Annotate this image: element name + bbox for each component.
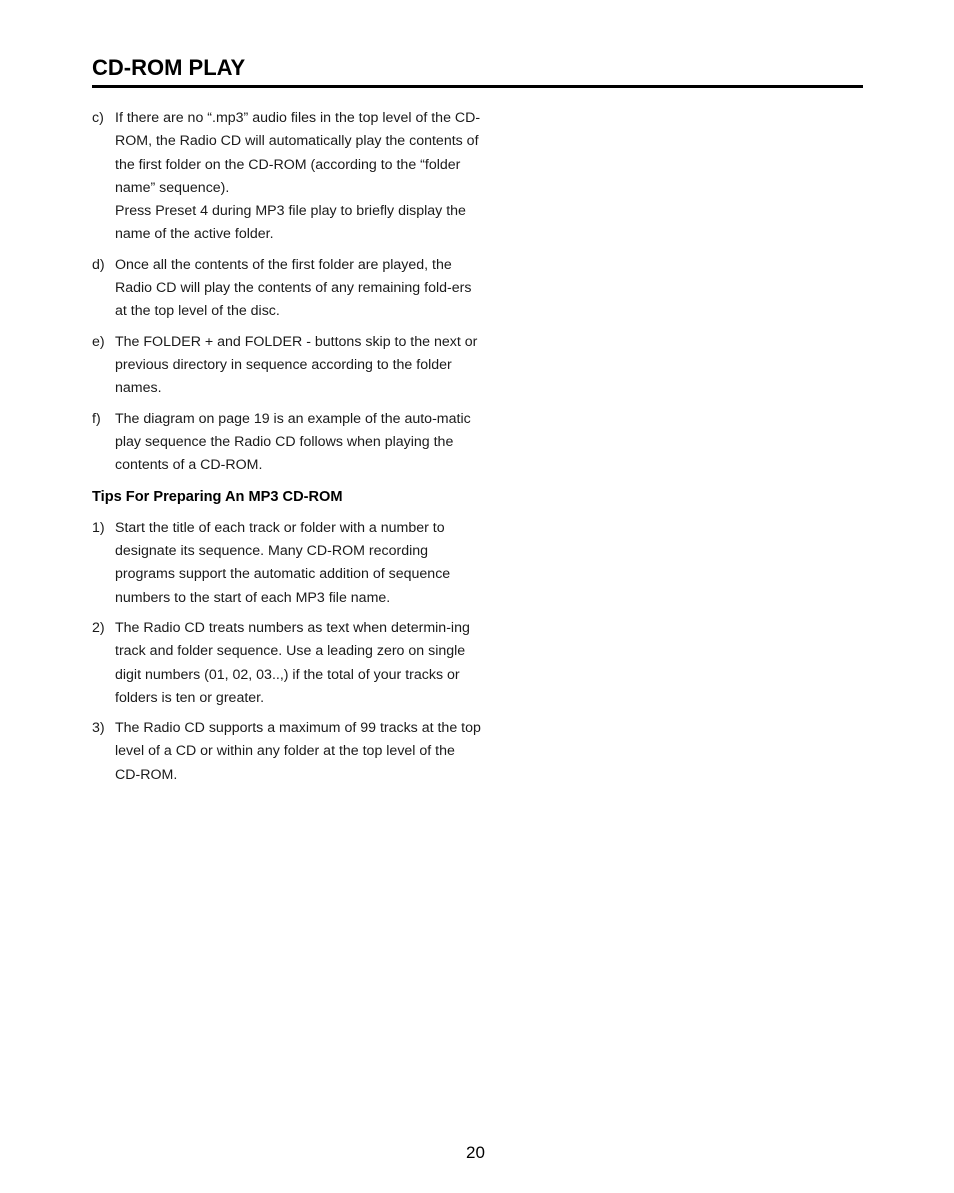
list-marker: c): [92, 110, 104, 126]
list-marker: 1): [92, 519, 105, 536]
tips-heading: Tips For Preparing An MP3 CD-ROM: [92, 489, 343, 506]
main-content: [92, 107, 482, 794]
list-item-c: [92, 107, 482, 247]
tip-text: The Radio CD treats numbers as text when determin-ing track and folder sequence. Use a leading zero on single digit numbers (01, 02, 03..,) if the total of your tracks or folders is ten or greater.: [115, 619, 470, 706]
list-item-text: Press Preset 4 during MP3 file play to briefly display the name of the active folder.: [115, 203, 466, 243]
tip-item-1: [92, 517, 482, 610]
title-divider: [92, 85, 863, 88]
tip-text: Start the title of each track or folder with a number to designate its sequence. Many CD-ROM recording programs support the automatic addition of sequence numbers to the start of each MP3 file name.: [115, 519, 451, 606]
list-item-text: If there are no “.mp3” audio files in the top level of the CD-ROM, the Radio CD will automatically play the contents of the first folder on the CD-ROM (according to the “folder name” sequence).: [115, 110, 481, 196]
list-item-f: [92, 408, 482, 478]
list-item-e: [92, 331, 482, 401]
tip-item-3: [92, 717, 482, 787]
list-marker: f): [92, 410, 101, 427]
list-item-text: Once all the contents of the first folder are played, the Radio CD will play the contents of any remaining fold-ers at the top level of the disc.: [115, 256, 472, 320]
tip-text: The Radio CD supports a maximum of 99 tracks at the top level of a CD or within any folder at the top level of the CD-ROM.: [115, 720, 481, 783]
list-marker: 2): [92, 619, 105, 636]
page-title: CD-ROM PLAY: [92, 55, 246, 80]
list-marker: d): [92, 256, 105, 273]
list-item-d: [92, 254, 482, 324]
list-item-text: The FOLDER + and FOLDER - buttons skip to the next or previous directory in sequence according to the folder names.: [115, 333, 478, 397]
page-number: 20: [466, 1143, 485, 1162]
list-marker: 3): [92, 720, 105, 737]
list-item-text: The diagram on page 19 is an example of the auto-matic play sequence the Radio CD follows when playing the contents of a CD-ROM.: [115, 410, 471, 474]
tip-item-2: [92, 617, 482, 710]
list-marker: e): [92, 333, 105, 350]
